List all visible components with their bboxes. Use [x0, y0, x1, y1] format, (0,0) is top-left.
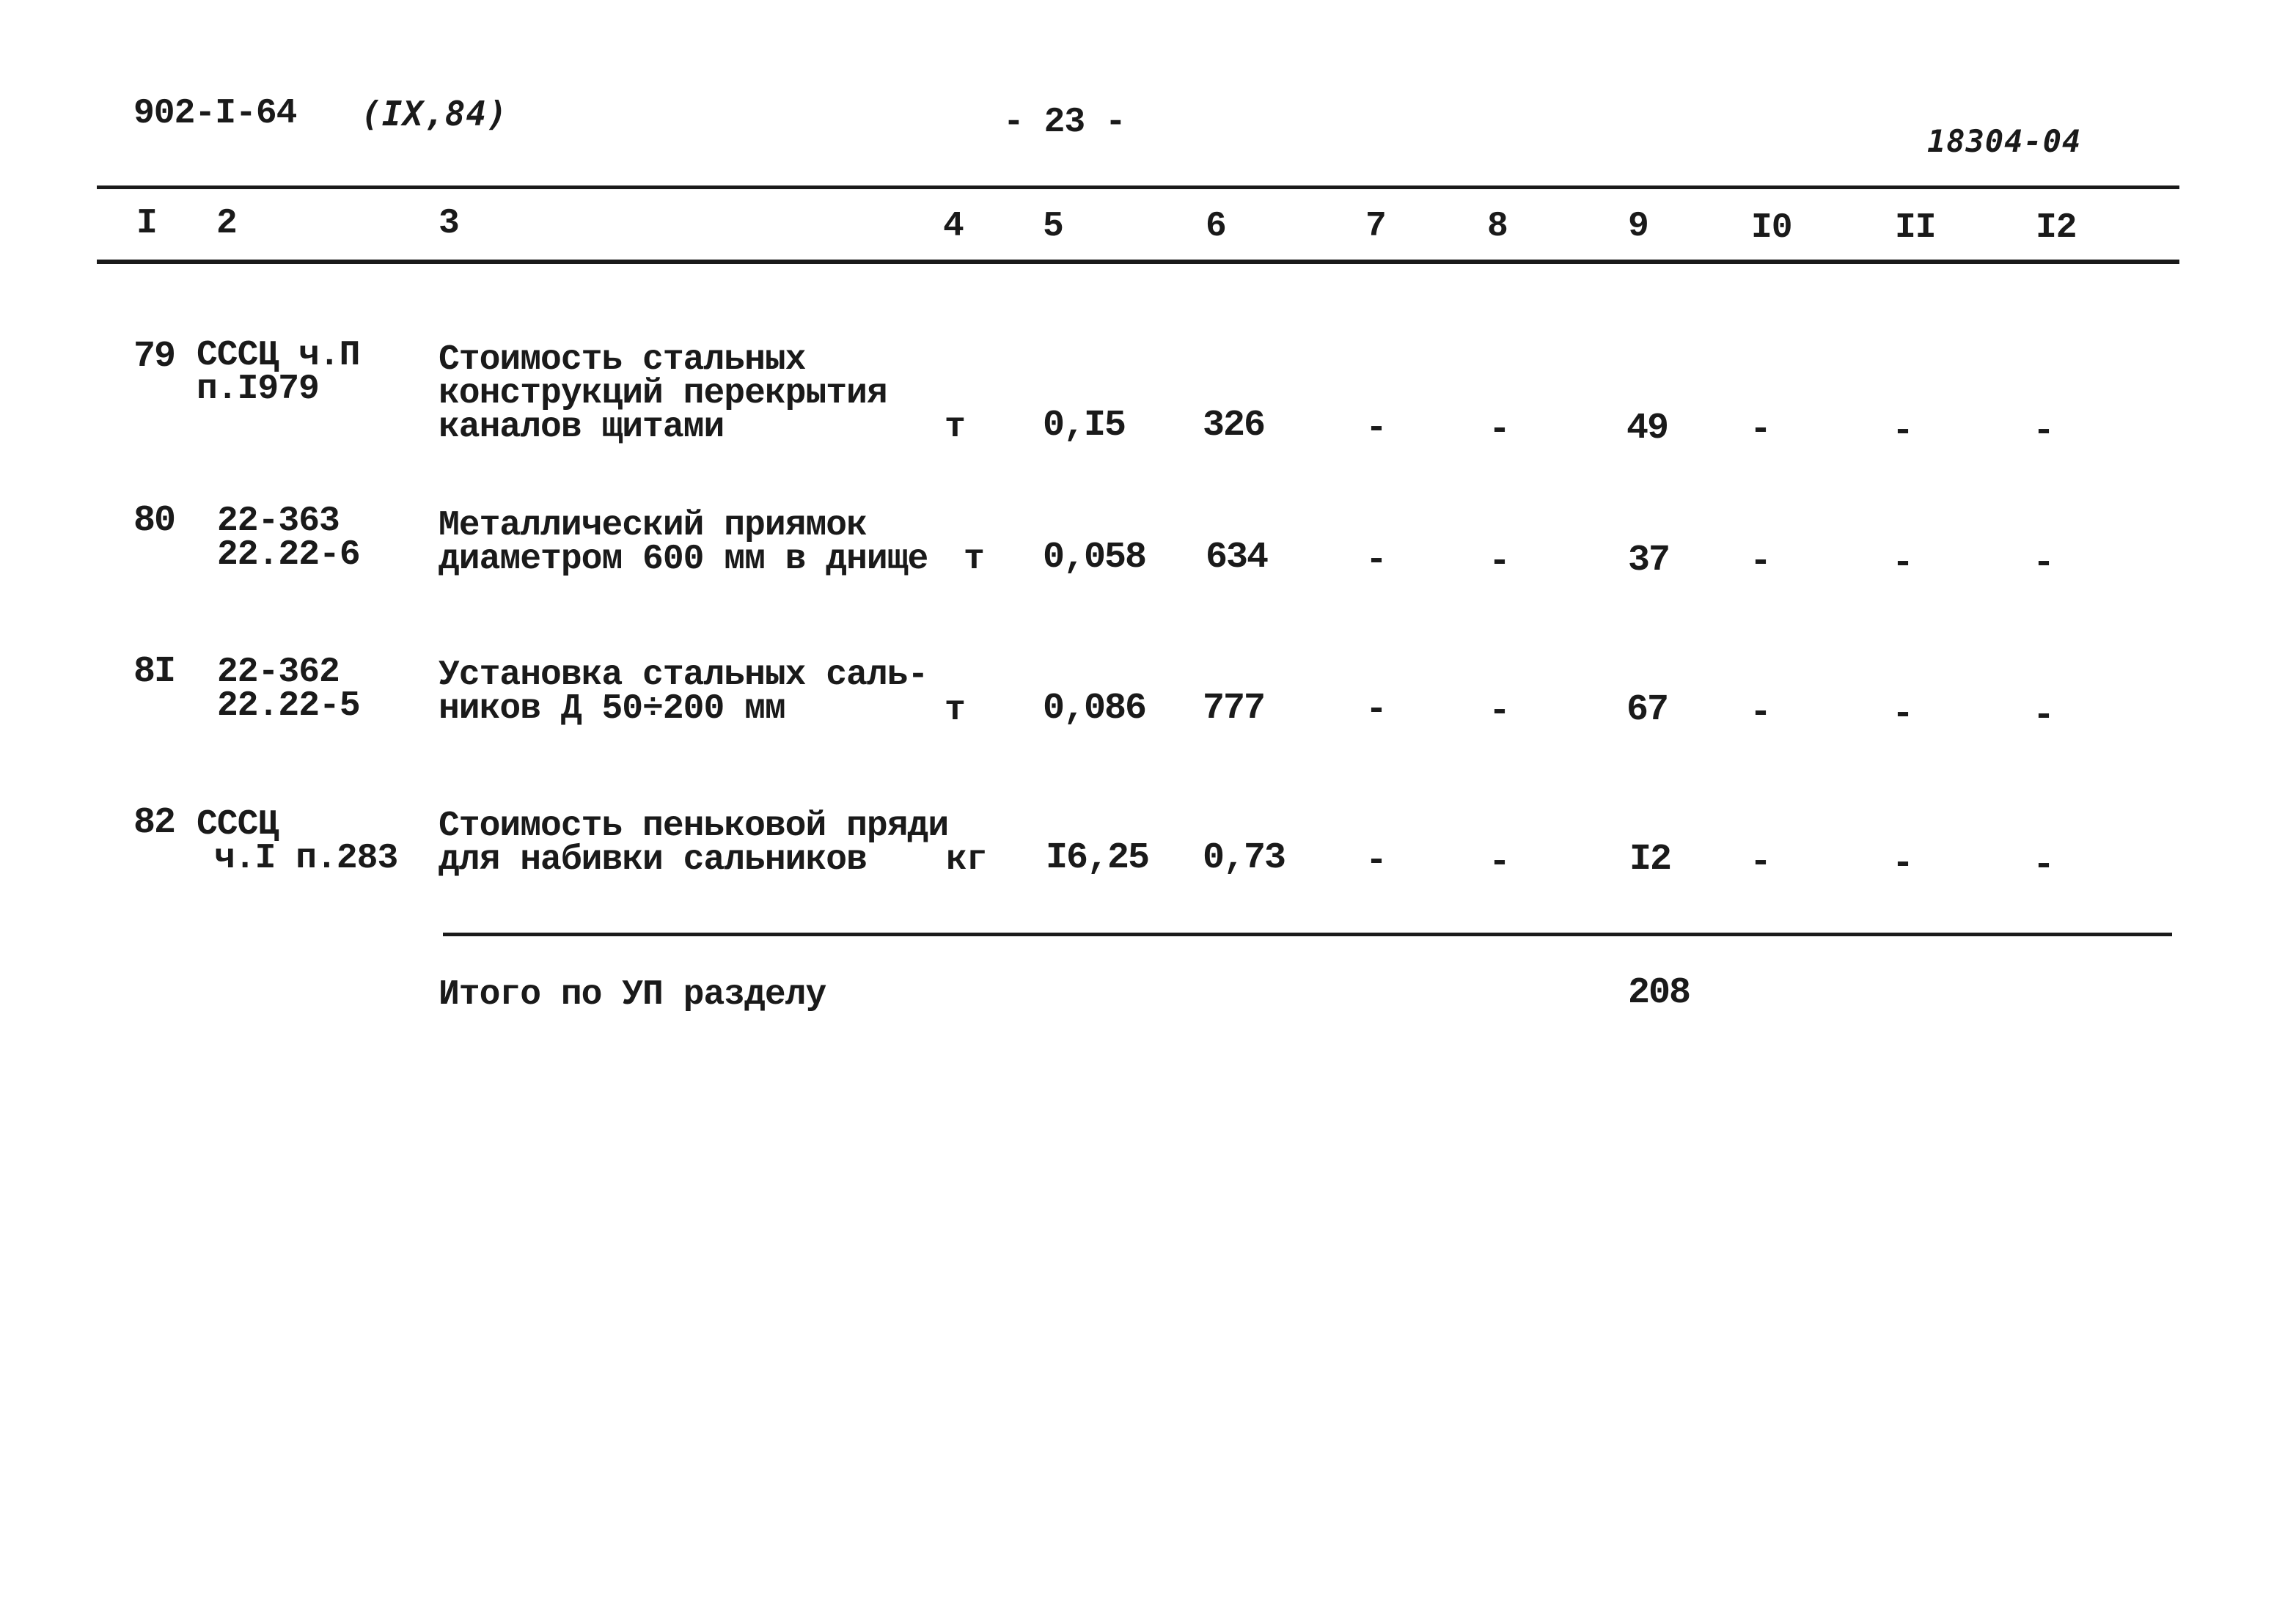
row-unit: кг [946, 840, 987, 880]
column-header: 8 [1487, 207, 1508, 246]
row-reference: 22-362 22.22-5 [217, 653, 360, 726]
column-header: I [136, 204, 157, 243]
row-col8: - [1489, 842, 1510, 883]
column-header: I2 [2036, 208, 2077, 248]
total-rule [443, 933, 2172, 936]
row-description: Установка стальных саль- ников Д 50÷200 мм [439, 655, 928, 729]
table-top-rule [97, 185, 2179, 189]
document-stamp: 18304-04 [1927, 123, 2082, 159]
row-unit: т [945, 408, 965, 447]
column-header: 4 [943, 207, 964, 246]
row-number: 8I [133, 651, 175, 693]
row-unit-price: 0,73 [1203, 837, 1285, 879]
row-number: 82 [133, 802, 175, 844]
column-header: II [1895, 208, 1936, 248]
row-col12: - [2033, 543, 2054, 584]
row-col9: 37 [1628, 540, 1670, 581]
row-col8: - [1489, 541, 1510, 583]
row-col11: - [1892, 843, 1913, 885]
row-col9: I2 [1629, 839, 1671, 881]
column-header: 6 [1206, 207, 1226, 246]
row-col9: 49 [1626, 408, 1668, 449]
total-label: Итого по УП разделу [439, 975, 826, 1015]
row-description: Металлический приямок диаметром 600 мм в днище [439, 506, 928, 579]
row-unit: т [964, 540, 984, 579]
row-col10: - [1750, 842, 1771, 883]
row-reference: СССЦ ч.I п.283 [197, 805, 398, 878]
document-date: (IX,84) [361, 94, 508, 133]
row-reference: СССЦ ч.П п.I979 [197, 336, 360, 409]
row-unit-price: 326 [1203, 405, 1265, 447]
row-col10: - [1750, 541, 1771, 583]
row-col9: 67 [1626, 689, 1668, 731]
row-col11: - [1892, 543, 1913, 584]
row-unit-price: 777 [1203, 688, 1265, 730]
document-code: 902-I-64 [133, 94, 297, 133]
row-quantity: 0,I5 [1043, 405, 1126, 447]
row-col7: - [1365, 840, 1387, 882]
row-description: Стоимость стальных конструкций перекрытия каналов щитами [439, 340, 887, 447]
row-col11: - [1892, 694, 1913, 735]
row-quantity: 0,058 [1043, 537, 1146, 578]
row-reference: 22-363 22.22-6 [217, 501, 360, 575]
row-quantity: I6,25 [1046, 837, 1149, 879]
row-quantity: 0,086 [1043, 688, 1146, 730]
row-number: 79 [133, 336, 175, 378]
row-col10: - [1750, 692, 1771, 734]
row-col7: - [1365, 408, 1387, 449]
column-header: 3 [439, 204, 459, 243]
column-header: 9 [1628, 207, 1648, 246]
total-value: 208 [1628, 972, 1690, 1014]
row-col10: - [1750, 409, 1771, 451]
row-col7: - [1365, 689, 1387, 731]
row-unit-price: 634 [1206, 537, 1268, 578]
column-header: 2 [216, 204, 237, 243]
column-header: I0 [1751, 208, 1792, 248]
row-unit: т [945, 691, 965, 730]
row-col12: - [2033, 411, 2054, 452]
row-col12: - [2033, 695, 2054, 737]
row-number: 80 [133, 500, 175, 542]
table-header-rule [97, 260, 2179, 264]
row-col12: - [2033, 845, 2054, 886]
row-col8: - [1489, 409, 1510, 451]
row-col7: - [1365, 540, 1387, 581]
page-number: - 23 - [1003, 103, 1126, 142]
row-col11: - [1892, 411, 1913, 452]
column-header: 7 [1365, 207, 1386, 246]
row-col8: - [1489, 691, 1510, 732]
column-header: 5 [1043, 207, 1063, 246]
row-description: Стоимость пеньковой пряди для набивки сальников [439, 806, 949, 880]
